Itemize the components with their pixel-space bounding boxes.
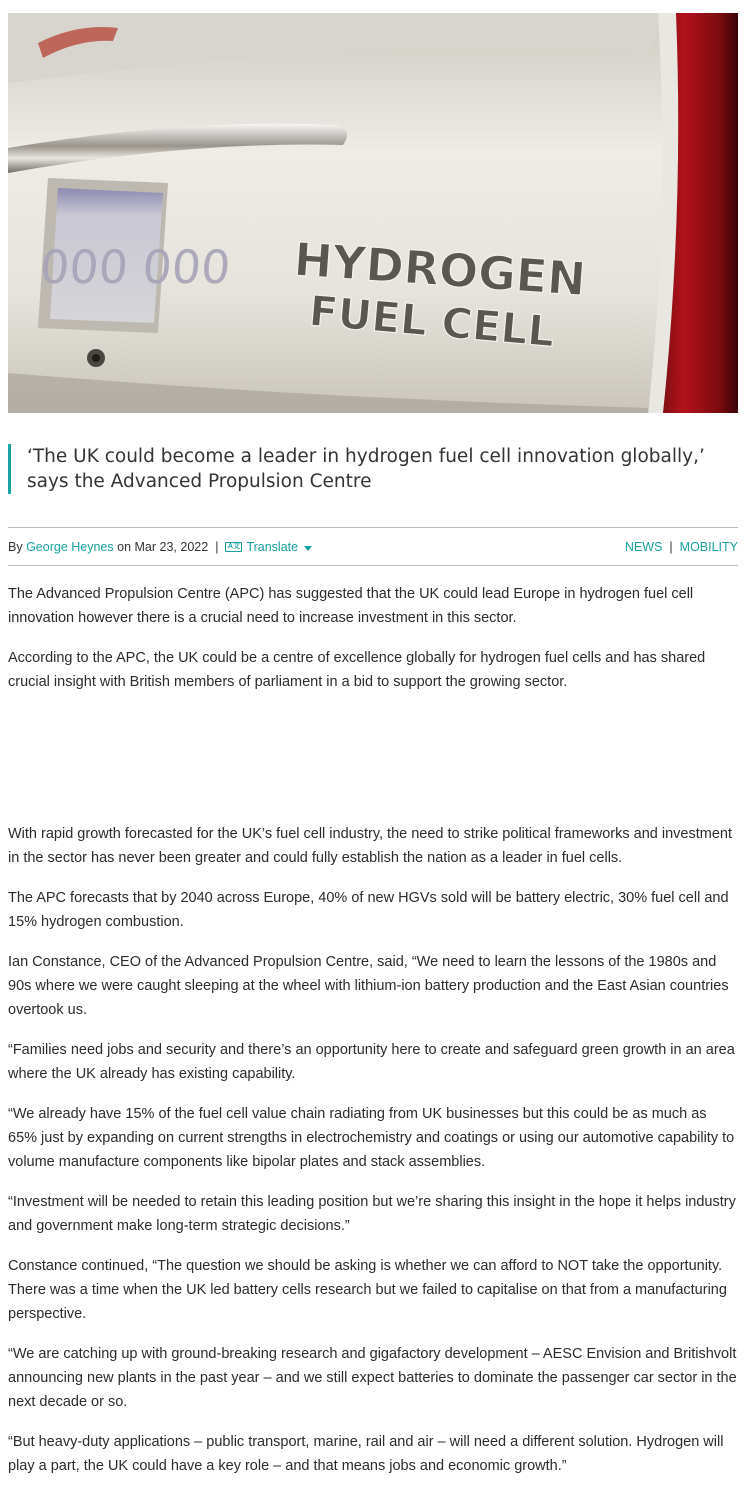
chevron-down-icon	[304, 546, 312, 551]
publish-date: Mar 23, 2022	[134, 539, 209, 554]
body-paragraph: “We already have 15% of the fuel cell value chain radiating from UK businesses but this could be as much as 65% just by expanding on current strengths in electrochemistry and coatings or using our automotive capability to volume manufacture components like bipolar plates and stack assemblies.	[8, 1106, 735, 1170]
category-separator: |	[669, 539, 673, 554]
meta-separator: |	[215, 539, 219, 554]
hero-badge-line1: HYDROGEN	[292, 232, 588, 307]
author-link[interactable]: George Heynes	[26, 539, 114, 554]
body-paragraph: “Investment will be needed to retain this leading position but we’re sharing this insight in the hope it helps industry and government make long-term strategic decisions.”	[8, 1194, 736, 1234]
article-title-block	[8, 444, 738, 494]
body-paragraph: Ian Constance, CEO of the Advanced Propulsion Centre, said, “We need to learn the lessons of the 1980s and 90s where we were caught sleeping at the wheel with lithium-ion battery production and the East Asian countries overtook us.	[8, 954, 729, 1018]
article-meta-bar	[8, 527, 738, 566]
translate-label: Translate	[246, 539, 299, 554]
on-label: on	[117, 539, 132, 554]
by-label: By	[8, 539, 23, 554]
hero-badge-line2: FUEL CELL	[307, 286, 557, 357]
body-paragraph: “We are catching up with ground-breaking research and gigafactory development – AESC Envision and Britishvolt announcing new plants in the past year – and we still expect batteries to dominate the passenger car sector in the next decade or so.	[8, 1346, 737, 1410]
body-paragraph: According to the APC, the UK could be a centre of excellence globally for hydrogen fuel cells and has shared crucial insight with British members of parliament in a bid to support the growing sector.	[8, 650, 706, 690]
body-paragraph: “Families need jobs and security and there’s an opportunity here to create and safeguard green growth in an area where the UK already has existing capability.	[8, 1042, 735, 1082]
body-paragraph: Constance continued, “The question we should be asking is whether we can afford to NOT take the opportunity. There was a time when the UK led battery cells research but we failed to capitalise on that from a manufacturing perspective.	[8, 1258, 727, 1322]
article-title: ‘The UK could become a leader in hydrogen fuel cell innovation globally,’ says the Advanced Propulsion Centre	[27, 446, 705, 492]
ad-placeholder	[8, 796, 88, 804]
translate-icon: A文	[225, 542, 242, 552]
category-news-link[interactable]: NEWS	[624, 539, 663, 554]
translate-button[interactable]	[225, 540, 312, 554]
body-paragraph: The Advanced Propulsion Centre (APC) has suggested that the UK could lead Europe in hydrogen fuel cell innovation however there is a crucial need to increase investment in this sector.	[8, 586, 694, 626]
body-paragraph: “But heavy-duty applications – public transport, marine, rail and air – will need a different solution. Hydrogen will play a part, the UK could have a key role – and that means jobs and economic growth.”	[8, 1434, 724, 1474]
body-paragraph: The APC forecasts that by 2040 across Europe, 40% of new HGVs sold will be battery electric, 30% fuel cell and 15% hydrogen combustion.	[8, 890, 729, 930]
category-mobility-link[interactable]: MOBILITY	[679, 539, 738, 554]
hero-image	[8, 13, 738, 413]
svg-text:000 000: 000 000	[38, 240, 233, 294]
body-paragraph: With rapid growth forecasted for the UK’s fuel cell industry, the need to strike political frameworks and investment in the sector has never been greater and could fully establish the nation as a leader in fuel cells.	[8, 826, 732, 866]
